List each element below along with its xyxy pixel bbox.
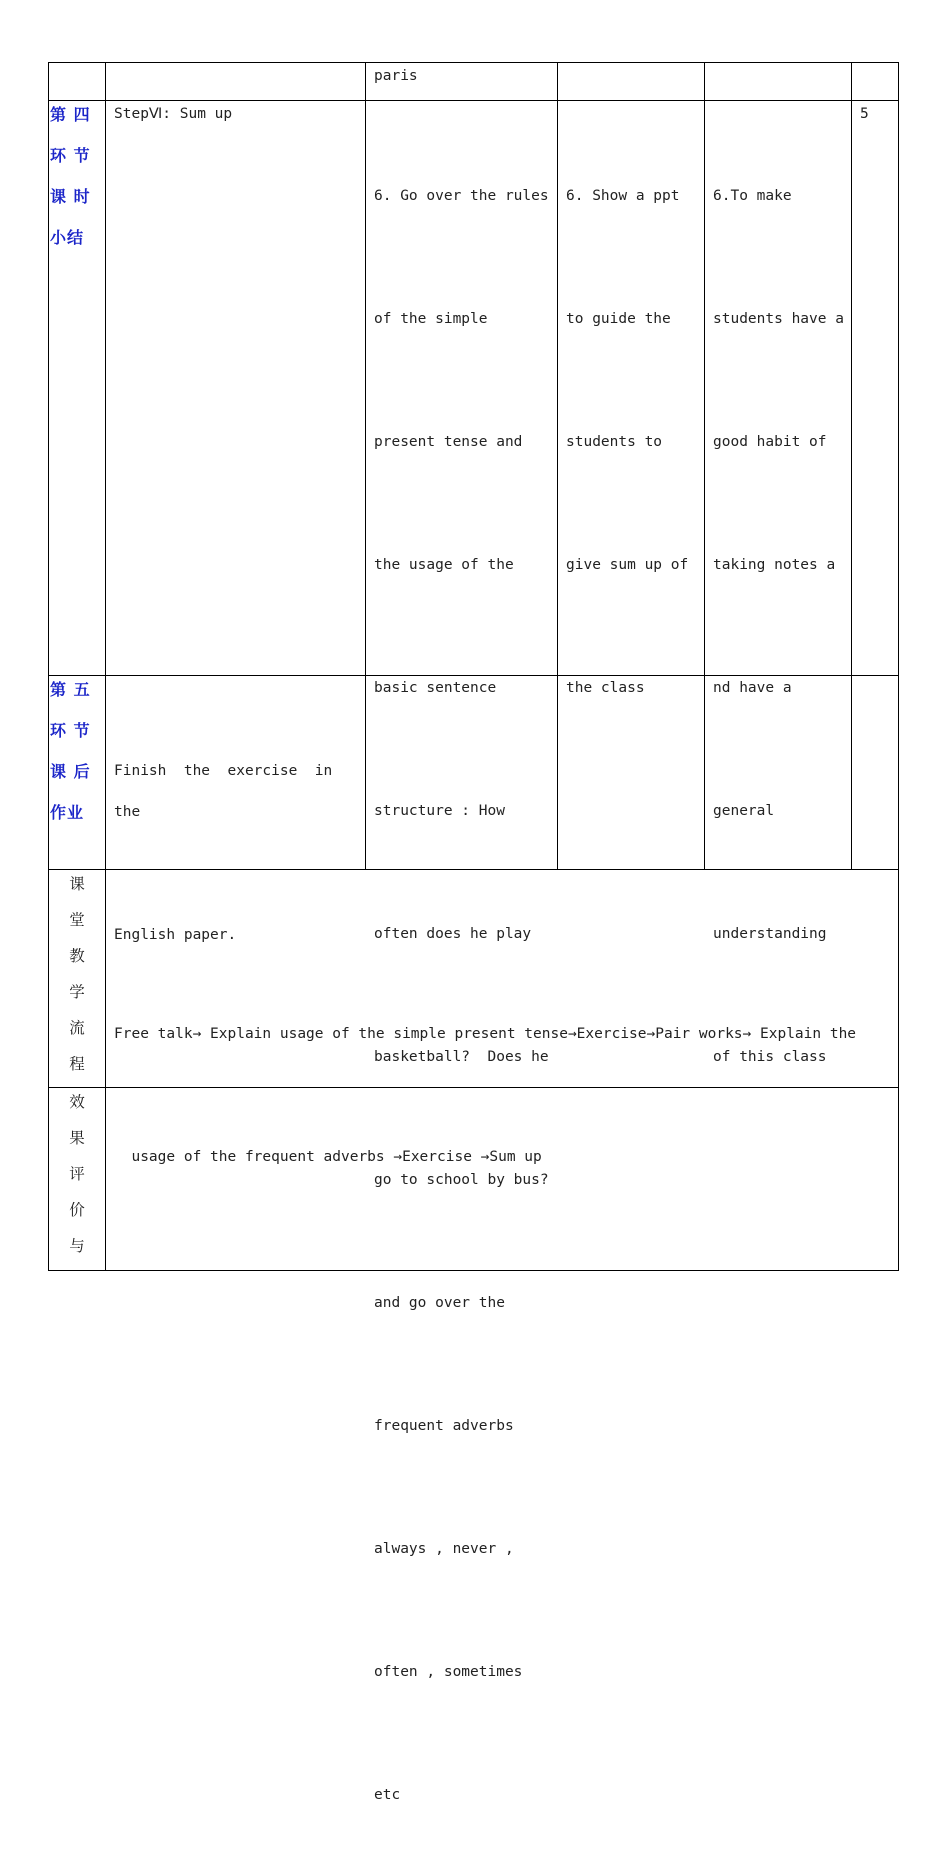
- stage-line: 环 节: [50, 146, 91, 165]
- col-divider: [704, 62, 705, 870]
- teacher-line: to guide the: [566, 311, 671, 327]
- flow-cell: [114, 932, 894, 1219]
- content-line: structure : How: [374, 803, 505, 819]
- stage-line: 环 节: [50, 721, 91, 740]
- label-char: 效: [69, 1093, 85, 1111]
- stage-label-summary: [50, 94, 104, 258]
- content-line: often does he play: [374, 926, 532, 942]
- purpose-line: students have a: [713, 311, 844, 327]
- flow-line: Free talk→ Explain usage of the simple present tense→Exercise→Pair works→ Explain the: [114, 1026, 857, 1042]
- teacher-line: students to: [566, 434, 663, 450]
- table-border-right: [898, 62, 899, 1271]
- content-line: the usage of the: [374, 557, 514, 573]
- teacher-line: give sum up of: [566, 557, 689, 573]
- label-char: 果: [69, 1129, 85, 1147]
- content-line: go to school by bus?: [374, 1172, 549, 1188]
- flow-label: [50, 866, 104, 1082]
- teacher-activity-cell: [566, 94, 702, 750]
- label-char: 堂: [69, 911, 85, 929]
- time-cell: 5: [860, 106, 869, 122]
- purpose-line: taking notes a: [713, 557, 836, 573]
- label-char: 教: [69, 947, 85, 965]
- label-char: 课: [69, 875, 85, 893]
- label-char: 学: [69, 983, 85, 1001]
- content-line: basic sentence: [374, 680, 497, 696]
- label-char: 与: [69, 1237, 85, 1255]
- purpose-line: of this class: [713, 1049, 827, 1065]
- content-line: present tense and: [374, 434, 523, 450]
- purpose-line: good habit of: [713, 434, 827, 450]
- content-line: etc: [374, 1787, 401, 1803]
- stage-line: 课 时: [50, 187, 91, 206]
- stage-line: 第 四: [50, 105, 91, 124]
- stage-label-homework: [50, 669, 104, 833]
- label-char: 评: [69, 1165, 85, 1183]
- col-divider: [851, 62, 852, 870]
- label-char: 流: [69, 1019, 85, 1037]
- col-divider: [557, 62, 558, 870]
- cell-paris: paris: [374, 68, 418, 84]
- eval-label: [50, 1084, 104, 1264]
- stage-line: 小结: [50, 228, 85, 247]
- purpose-line: nd have a: [713, 680, 792, 696]
- table-border-top: [48, 62, 899, 63]
- content-line: basketball? Does he: [374, 1049, 549, 1065]
- teacher-line: the class: [566, 680, 645, 696]
- content-line: 6. Go over the rules: [374, 188, 549, 204]
- teacher-line: 6. Show a ppt: [566, 188, 680, 204]
- col-divider: [105, 62, 106, 1271]
- col-divider: [365, 62, 366, 870]
- label-char: 程: [69, 1055, 85, 1073]
- content-line: and go over the: [374, 1295, 505, 1311]
- purpose-line: general: [713, 803, 775, 819]
- homework-line: English paper.: [114, 927, 237, 943]
- content-line: always , never ,: [374, 1541, 514, 1557]
- purpose-line: understanding: [713, 926, 827, 942]
- stage-line: 课 后: [50, 762, 91, 781]
- content-line: frequent adverbs: [374, 1418, 514, 1434]
- homework-line: Finish the exercise in the: [114, 763, 350, 820]
- table-border-left: [48, 62, 49, 1271]
- stage-line: 第 五: [50, 680, 91, 699]
- stage-line: 作业: [50, 803, 85, 822]
- flow-line: usage of the frequent adverbs →Exercise →Sum up: [114, 1149, 542, 1165]
- purpose-line: 6.To make: [713, 188, 792, 204]
- step-sum-up: StepⅥ: Sum up: [114, 106, 233, 122]
- content-line: often , sometimes: [374, 1664, 523, 1680]
- content-line: of the simple: [374, 311, 488, 327]
- label-char: 价: [69, 1201, 85, 1219]
